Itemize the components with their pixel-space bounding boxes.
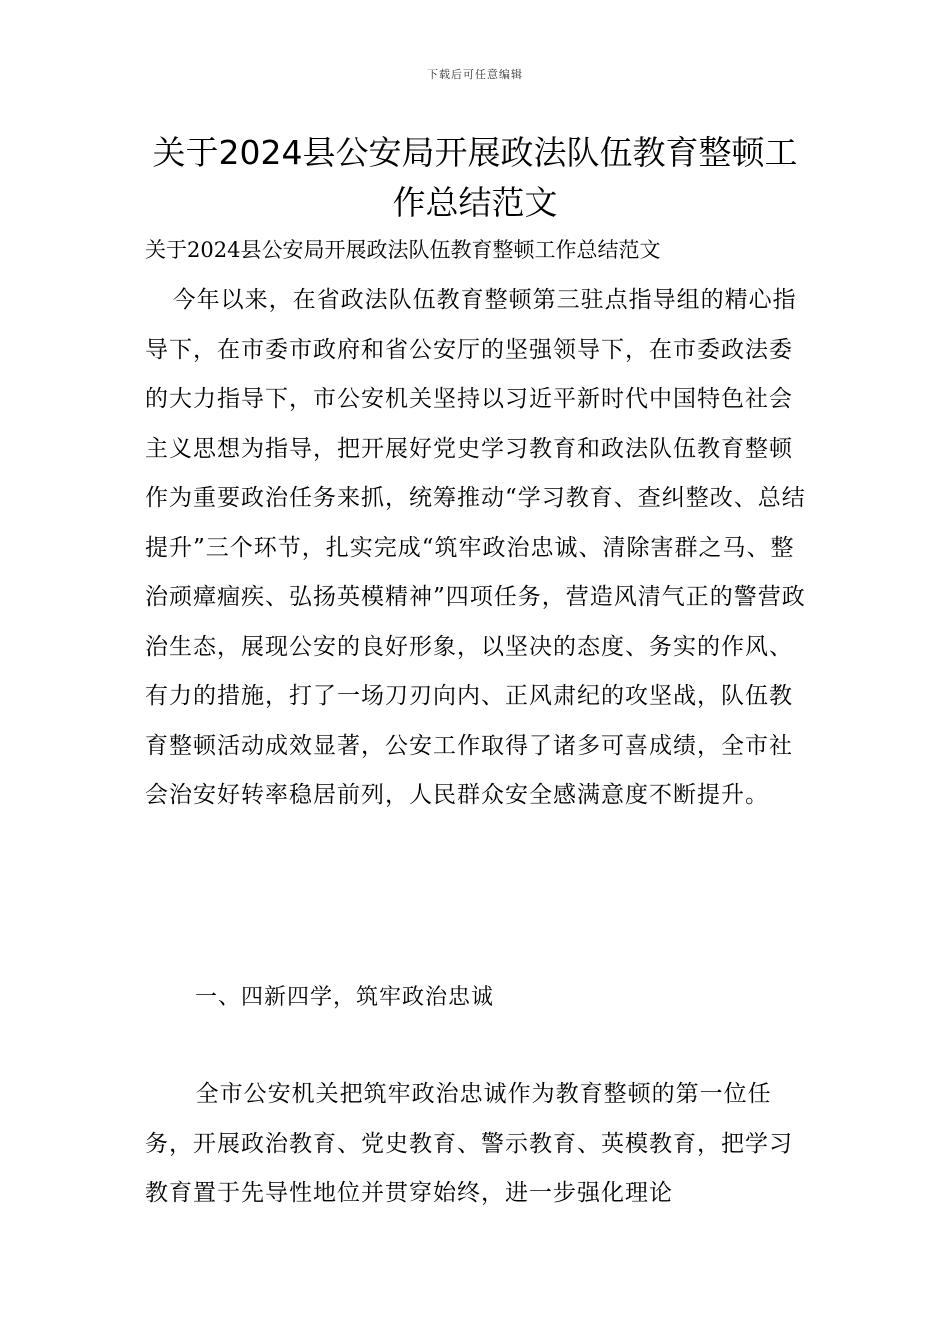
document-title: 关于2024县公安局开展政法队伍教育整顿工作总结范文: [152, 133, 798, 222]
document-subtitle: 关于2024县公安局开展政法队伍教育整顿工作总结范文: [145, 238, 661, 262]
section-paragraph: 全市公安机关把筑牢政治忠诚作为教育整顿的第一位任务，开展政治教育、党史教育、警示教育、英模教育，把学习教育置于先导性地位并贯穿始终，进一步强化理论: [145, 1081, 793, 1206]
intro-paragraph: 今年以来，在省政法队伍教育整顿第三驻点指导组的精心指导下，在市委市政府和省公安厅的坚强领导下，在市委政法委的大力指导下，市公安机关坚持以习近平新时代中国特色社会主义思想为指导，把开展好党史学习教育和政法队伍教育整顿作为重要政治任务来抓，统筹推动“学习教育、查纠整改、总结提升”三个环节，扎实完成“筑牢政治忠诚、清除害群之马、整治顽瘴痼疾、弘扬英模精神”四项任务，营造风清气正的警营政治生态，展现公安的良好形象，以坚决的态度、务实的作风、有力的措施，打了一场刀刃向内、正风肃纪的攻坚战，队伍教育整顿活动成效显著，公安工作取得了诸多可喜成绩，全市社会治安好转率稳居前列，人民群众安全感满意度不断提升。: [145, 287, 806, 808]
header-note: 下载后可任意编辑: [427, 68, 523, 81]
section-heading: 一、四新四学，筑牢政治忠诚: [195, 985, 495, 1010]
